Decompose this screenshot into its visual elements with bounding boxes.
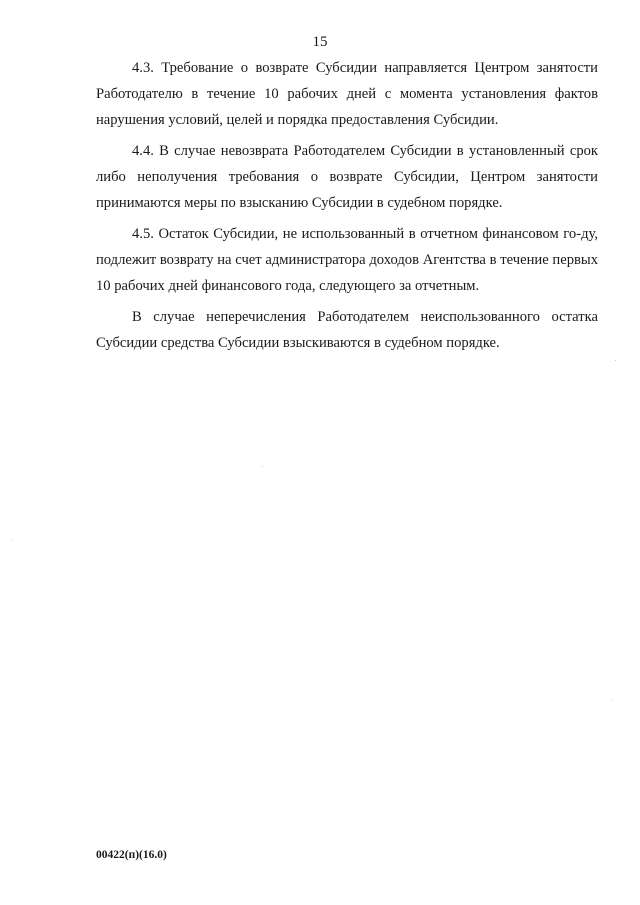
scan-speck (12, 540, 13, 541)
page-number: 15 (312, 34, 328, 50)
paragraph-4-5: 4.5. Остаток Субсидии, не использованный в отчетном финансовом го-ду, подлежит возврату на счет администратора доходов Агентства в течение первых 10 рабочих дней финансового года, следующего за отчетным. (96, 226, 598, 294)
document-body (96, 55, 598, 361)
scan-speck (615, 360, 616, 361)
paragraph-4-3: 4.3. Требование о возврате Субсидии направляется Центром занятости Работодателю в течение 10 рабочих дней с момента установления фактов нарушения условий, целей и порядка предоставления Субсидии. (96, 60, 598, 128)
paragraph-4-4: 4.4. В случае невозврата Работодателем Субсидии в установленный срок либо неполучения требования о возврате Субсидии, Центром занятости принимаются меры по взысканию Субсидии в судебном порядке. (96, 143, 598, 211)
document-code: 00422(п)(16.0) (96, 849, 167, 861)
scan-speck (611, 700, 612, 701)
scan-speck (262, 466, 263, 467)
paragraph-refund-note: В случае неперечисления Работодателем неиспользованного остатка Субсидии средства Субсидии взыскиваются в судебном порядке. (96, 309, 598, 351)
